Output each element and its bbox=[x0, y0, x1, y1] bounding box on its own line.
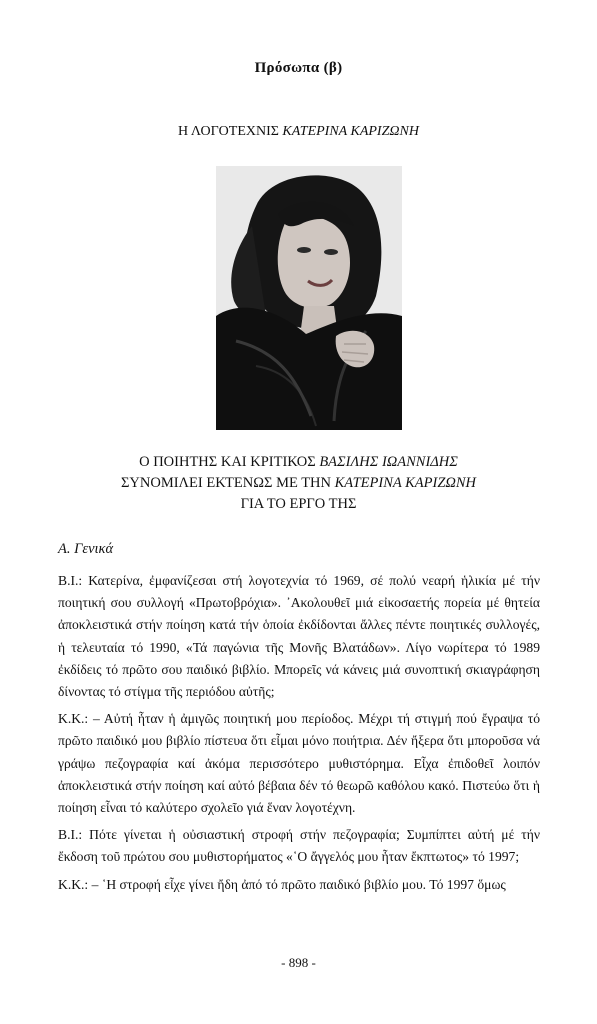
interviewee-name: ΚΑΤΕΡΙΝΑ ΚΑΡΙΖΩΝΗ bbox=[334, 475, 477, 491]
section-title: Α. Γενικά bbox=[58, 541, 114, 557]
subject-name: ΚΑΤΕΡΙΝΑ ΚΑΡΙΖΩΝΗ bbox=[282, 124, 419, 139]
interview-paragraph bbox=[58, 708, 540, 819]
interviewer-name: ΒΑΣΙΛΗΣ ΙΩΑΝΝΙΔΗΣ bbox=[319, 454, 458, 470]
speaker-label: Β.Ι.: bbox=[58, 827, 83, 843]
interview-paragraph bbox=[58, 874, 540, 896]
speaker-label: Κ.Κ.: bbox=[58, 711, 89, 727]
speaker-label: Κ.Κ.: bbox=[58, 876, 89, 892]
paragraph-text: – Αὐτή ἦταν ἡ ἀμιγῶς ποιητική μου περίοδος. Μέχρι τή στιγμή πού ἔγραψα τό πρῶτο παιδικό μου βιβλίο πίστευα ὅτι εἶμαι μόνο ποιήτρια. Δέν ἤξερα ὅτι μποροῦσα νά γράψω πεζογραφία καί ἀκόμα περισσότερο μυθιστόρημα. Εἶχα ἐπιδοθεῖ λοιπόν ἀποκλειστικά στήν ποίηση καί αὐτό βέβαια δέν τό θεωρῶ καθόλου κακό. Πιστεύω ὅτι ἡ ποίηση εἶναι τό καλύτερο σχολεῖο γιά ἕναν λογοτέχνη. bbox=[58, 711, 540, 816]
paragraph-text: Κατερίνα, ἐμφανίζεσαι στή λογοτεχνία τό 1969, σέ πολύ νεαρή ἡλικία μέ τήν ποιητική σου συλλογή «Πρωτοβρόχια». ᾿Ακολουθεῖ μιά εἰκοσαετής πορεία μέ θητεία ἀποκλειστικά στήν ποίηση κατά τήν ὁποία ἐκδίδονται ἄλλες πέντε ποιητικές συλλογές, ἡ τελευταία τό 1990, «Τά παγώνια τῆς Μονῆς Βλατάδων». Λίγο νωρίτερα τό 1989 ἐκδίδεις τό πρῶτο σου παιδικό βιβλίο. Μπορεῖς νά κάνεις μιά συνοπτική σκιαγράφηση δίνοντας τό στίγμα τῆς περιόδου αὐτῆς; bbox=[58, 573, 540, 700]
headline-line-3: ΓΙΑ ΤΟ ΕΡΓΟ ΤΗΣ bbox=[240, 496, 357, 512]
headline-line-1-prefix: Ο ΠΟΙΗΤΗΣ ΚΑΙ ΚΡΙΤΙΚΟΣ bbox=[139, 454, 320, 470]
subject-prefix: Η ΛΟΓΟΤΕΧΝΙΣ bbox=[178, 124, 283, 139]
portrait-photo bbox=[216, 166, 402, 430]
interview-body bbox=[58, 570, 540, 901]
page-number: - 898 - bbox=[281, 955, 316, 970]
headline-line-1 bbox=[0, 452, 597, 473]
paragraph-text: Πότε γίνεται ἡ οὐσιαστική στροφή στήν πεζογραφία; Συμπίπτει αὐτή μέ τήν ἔκδοση τοῦ πρώτου σου μυθιστορήματος «῾Ο ἄγγελός μου ἦταν ἔκπτωτος» τό 1997; bbox=[58, 827, 540, 865]
headline-line-2 bbox=[0, 473, 597, 494]
interview-paragraph bbox=[58, 570, 540, 703]
interview-paragraph bbox=[58, 824, 540, 868]
speaker-label: Β.Ι.: bbox=[58, 573, 83, 588]
headline-line-2-prefix: ΣΥΝΟΜΙΛΕΙ ΕΚΤΕΝΩΣ ΜΕ ΤΗΝ bbox=[120, 475, 335, 491]
section-heading: Πρόσωπα (β) bbox=[254, 60, 343, 76]
subject-line bbox=[0, 124, 597, 140]
paragraph-text: – ῾Η στροφή εἶχε γίνει ἤδη ἀπό τό πρῶτο παιδικό βιβλίο μου. Τό 1997 ὅμως bbox=[88, 876, 506, 892]
interview-headline bbox=[0, 452, 597, 515]
